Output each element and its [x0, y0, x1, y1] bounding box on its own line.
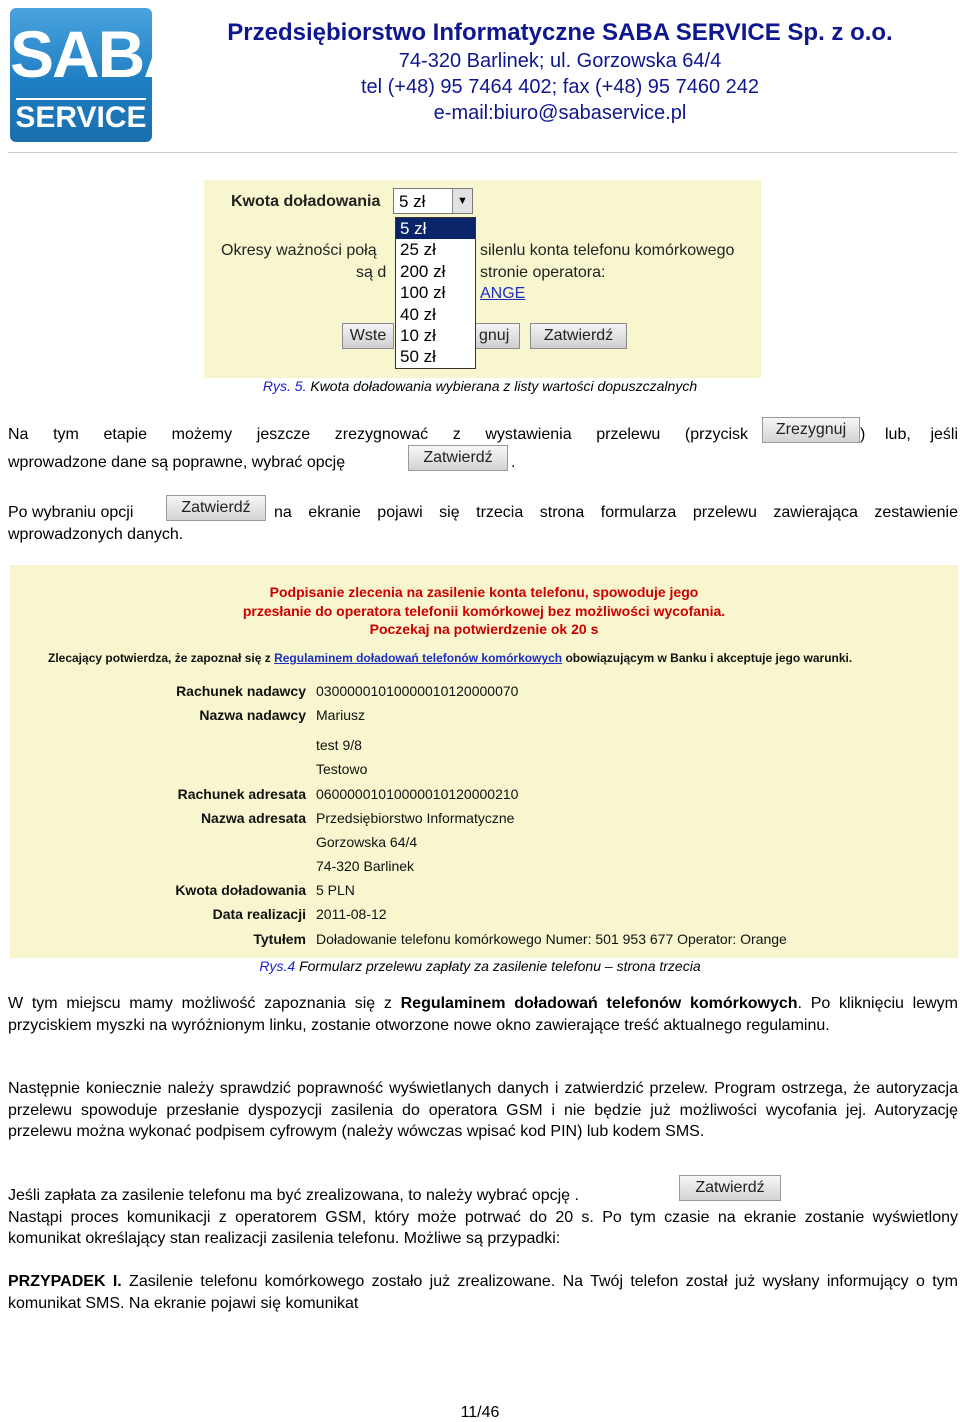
summary-value: 74-320 Barlinek	[316, 858, 415, 874]
paragraph3-start: W tym miejscu mamy możliwość zapoznania się z	[8, 995, 401, 1012]
summary-value: Przedsiębiorstwo Informatyczne	[316, 810, 515, 826]
case-one-label: PRZYPADEK I.	[8, 1273, 122, 1290]
validity-text-end: silenlu konta telefonu komórkowego	[480, 242, 735, 259]
terms-confirmation	[48, 651, 852, 665]
paragraph5-rest: Nastąpi proces komunikacji z operatorem GSM, który może potrwać do 20 s. Po tym czasie na ekranie zostanie wyświetlony komunikat określający stan realizacji zasilenia telefonu. Możliwe są przypadki:	[8, 1208, 958, 1247]
dropdown-option[interactable]: 200 zł	[400, 261, 446, 281]
topup-amount-selected: 5 zł	[399, 192, 426, 211]
paragraph1-line1: Na tym etapie możemy jeszcze zrezygnować z wystawienia przelewu (przycisk	[8, 426, 748, 443]
figure1-caption-number: Rys. 5.	[262, 378, 307, 394]
summary-value: Doładowanie telefonu komórkowego Numer: 501 953 677 Operator: Orange	[316, 931, 787, 947]
summary-value: test 9/8	[316, 737, 362, 753]
paragraph2-middle: na ekranie pojawi się trzecia strona formularza przelewu zawierająca zestawienie	[274, 504, 958, 521]
topup-amount-select[interactable]	[393, 188, 473, 214]
summary-value: Mariusz	[316, 707, 366, 723]
dropdown-option[interactable]: 100 zł	[400, 283, 446, 303]
paragraph1-period: .	[511, 454, 516, 471]
summary-key: Rachunek adresata	[177, 786, 306, 802]
paragraph-verify-data: Następnie koniecznie należy sprawdzić poprawność wyświetlanych danych i zatwierdzić przelew. Program ostrzega, że autoryzacja przelewu spowoduje przesłanie dyspozycji zasilenia do operatora GSM i nie będzie już możliwości wycofania jej. Autoryzację przelewu można wykonać podpisem cyfrowym (należy wówczas wpisać kod PIN) lub kodem SMS.	[8, 1080, 958, 1140]
summary-key: Nazwa adresata	[200, 810, 306, 826]
validity-text-start: Okresy ważności połą	[221, 242, 377, 259]
signing-warning	[10, 583, 958, 639]
company-address: 74-320 Barlinek; ul. Gorzowska 64/4	[398, 50, 722, 72]
paragraph5-line1: Jeśli zapłata za zasilenie telefonu ma być zrealizowana, to należy wybrać opcję .	[8, 1187, 579, 1204]
summary-value: 03000001010000010120000070	[316, 683, 519, 699]
company-header	[160, 18, 960, 126]
confirm-button-inline-2[interactable]: Zatwierdź	[166, 495, 266, 521]
warning-line: Podpisanie zlecenia na zasilenie konta telefonu, spowoduje jego	[269, 584, 699, 600]
paragraph3-end: . Po kliknięciu lewym przyciskiem myszki na wyróżnionym linku, zostanie otworzone nowe okno zawierające treść aktualnego regulaminu.	[8, 995, 958, 1034]
operator-link[interactable]: ANGE	[480, 285, 526, 302]
paragraph-case-one	[8, 1271, 958, 1314]
figure-topup-amount	[204, 180, 761, 378]
paragraph-regulations	[8, 993, 958, 1036]
topup-amount-dropdown-list[interactable]	[395, 217, 476, 369]
dropdown-option[interactable]: 25 zł	[400, 240, 436, 260]
terms-text-start: Zlecający potwierdza, że zapoznał się z	[48, 651, 275, 665]
logo-text-saba: SABA	[10, 17, 190, 91]
summary-key: Nazwa nadawcy	[199, 707, 306, 723]
paragraph1-line2: wprowadzone dane są poprawne, wybrać opcję	[8, 454, 346, 471]
dropdown-option[interactable]: 40 zł	[400, 304, 436, 324]
cancel-button[interactable]: gnuj	[472, 323, 520, 349]
summary-value: Gorzowska 64/4	[316, 834, 418, 850]
warning-line: przesłanie do operatora telefonii komórkowej bez możliwości wycofania.	[242, 602, 726, 619]
confirm-button-inline-3[interactable]: Zatwierdź	[679, 1175, 781, 1201]
validity-text2-start: są d	[356, 264, 387, 281]
paragraph1-line1-end: ) lub, jeśli	[860, 426, 958, 443]
paragraph5-start: Jeśli zapłata za zasilenie telefonu ma być zrealizowana, to należy wybrać opcję	[8, 1187, 571, 1204]
dropdown-option[interactable]: 10 zł	[400, 325, 436, 345]
terms-link[interactable]: Regulaminem doładowań telefonów komórkowych	[274, 651, 563, 665]
summary-key: Kwota doładowania	[175, 882, 306, 898]
validity-text2-end: stronie operatora:	[480, 264, 606, 281]
logo-text-service: SERVICE	[15, 101, 147, 134]
confirm-button[interactable]: Zatwierdź	[530, 323, 627, 349]
figure1-caption-text: Kwota doładowania wybierana z listy wartości dopuszczalnych	[306, 378, 698, 394]
case-one-text: Zasilenie telefonu komórkowego zostało już zrealizowane. Na Twój telefon został już wysłany informujący o tym komunikat SMS. Na ekranie pojawi się komunikat	[8, 1273, 958, 1312]
summary-key: Rachunek nadawcy	[176, 683, 306, 699]
regulations-name: Regulaminem doładowań telefonów komórkowych	[400, 995, 798, 1012]
figure2-caption	[0, 958, 960, 974]
figure2-caption-number: Rys.4	[259, 958, 296, 974]
dropdown-option[interactable]: 5 zł	[396, 218, 475, 239]
cancel-button-inline[interactable]: Zrezygnuj	[762, 417, 860, 443]
terms-text-end: obowiązującym w Banku i akceptuje jego warunki.	[562, 651, 853, 665]
summary-value: 2011-08-12	[316, 906, 387, 922]
page-number: 11/46	[460, 1404, 500, 1421]
dropdown-option[interactable]: 50 zł	[400, 347, 436, 367]
company-phone: tel (+48) 95 7464 402; fax (+48) 95 7460 242	[360, 76, 760, 98]
company-name: Przedsiębiorstwo Informatyczne SABA SERVICE Sp. z o.o.	[227, 19, 893, 46]
summary-key: Tytułem	[253, 931, 306, 947]
figure1-caption	[0, 378, 960, 394]
summary-value: 06000001010000010120000210	[316, 786, 519, 802]
company-email: e-mail:biuro@sabaservice.pl	[433, 102, 687, 124]
paragraph2-end: wprowadzonych danych.	[8, 526, 184, 543]
confirm-button-inline[interactable]: Zatwierdź	[408, 445, 508, 471]
company-logo	[10, 8, 190, 142]
summary-value: Testowo	[316, 761, 368, 777]
paragraph2-start: Po wybraniu opcji	[8, 504, 134, 521]
summary-key: Data realizacji	[212, 906, 306, 922]
back-button[interactable]: Wste	[342, 323, 394, 349]
topup-amount-label: Kwota doładowania	[231, 193, 381, 210]
summary-value: 5 PLN	[316, 882, 355, 898]
header-divider	[8, 152, 958, 153]
chevron-down-icon[interactable]: ▼	[452, 189, 472, 213]
figure-transfer-summary	[10, 565, 958, 958]
warning-line: Poczekaj na potwierdzenie ok 20 s	[369, 621, 599, 637]
figure2-caption-text: Formularz przelewu zapłaty za zasilenie telefonu – strona trzecia	[295, 958, 701, 974]
